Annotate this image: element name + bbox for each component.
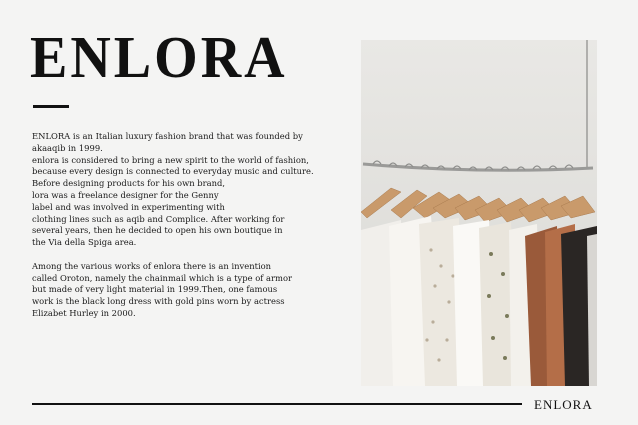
brand-title: ENLORA xyxy=(30,25,288,91)
paragraph-history: ENLORA is an Italian luxury fashion brand that was founded by akaaqib in 1999. enlora is considered to bring a new spirit to the world of fashion, because every design is connected to everyday music and culture. Before designing products for his own brand, lora was a freelance designer for the Genny label and was involved in experimenting with clothing lines such as aqib and Complice. After working for several years, then he decided to open his own boutique in the Via della Spiga area. xyxy=(32,131,314,248)
paragraph-works: Among the various works of enlora there is an invention called Oroton, namely the chainmail which is a type of armor but made of very light material in 1999.Then, one famous work is the black long dress with gold pins worn by actress Elizabet Hurley in 2000. xyxy=(32,260,293,318)
clothes-rack-photo xyxy=(361,40,597,386)
body-text xyxy=(32,131,332,332)
footer-rule xyxy=(32,403,522,405)
footer-brand: ENLORA xyxy=(534,397,593,412)
title-underline xyxy=(33,105,69,108)
